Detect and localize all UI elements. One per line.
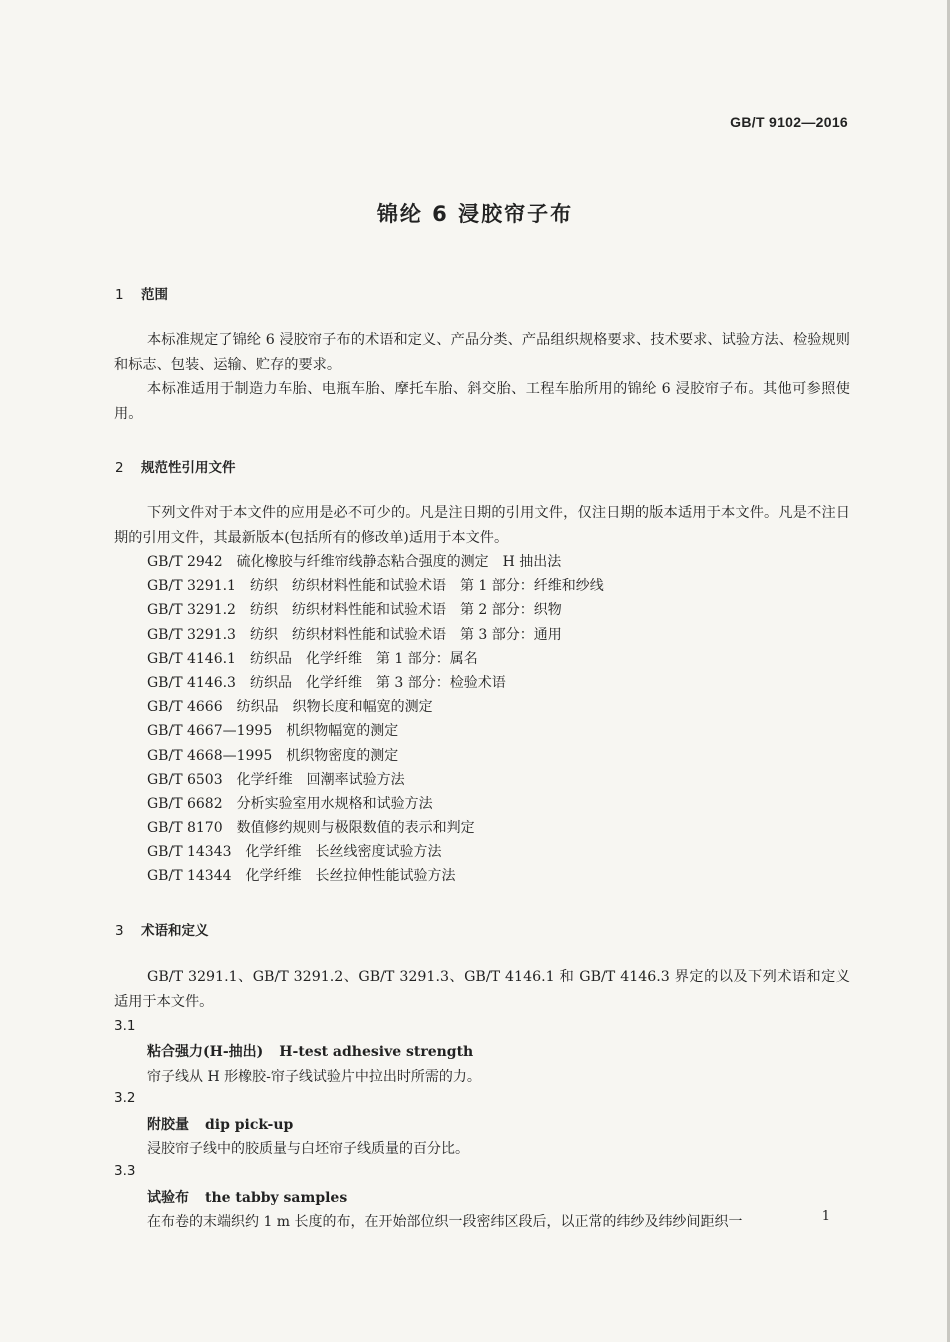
reference-code: GB/T 14344 (147, 868, 232, 885)
term-definition: 帘子线从 H 形橡胶-帘子线试验片中拉出时所需的力。 (147, 1069, 481, 1085)
reference-item (147, 671, 604, 695)
section-2-heading (115, 456, 236, 476)
reference-title: 纺织 纺织材料性能和试验术语 第 3 部分：通用 (249, 626, 562, 643)
reference-code: GB/T 14343 (147, 844, 232, 861)
section-1-paragraph-1: 本标准规定了锦纶 6 浸胶帘子布的术语和定义、产品分类、产品组织规格要求、技术要求、试验方法、检验规则和标志、包装、运输、贮存的要求。 (114, 332, 850, 373)
reference-title: 机织物密度的测定 (286, 747, 399, 764)
reference-item (147, 550, 604, 574)
term-definition: 浸胶帘子线中的胶质量与白坯帘子线质量的百分比。 (147, 1141, 469, 1157)
section-3-heading (115, 919, 209, 939)
reference-code: GB/T 4666 (147, 699, 223, 716)
document-title: 锦纶 6 浸胶帘子布 (376, 202, 574, 226)
term-heading (147, 1041, 473, 1061)
term-zh: 附胶量 (147, 1117, 189, 1133)
section-2-intro: 下列文件对于本文件的应用是必不可少的。凡是注日期的引用文件，仅注日期的版本适用于本文件。凡是不注日期的引用文件，其最新版本(包括所有的修改单)适用于本文件。 (114, 505, 850, 546)
term-definition: 在布卷的末端织约 1 m 长度的布，在开始部位织一段密纬区段后，以正常的纬纱及纬纱间距织一 (147, 1214, 743, 1230)
reference-code: GB/T 4146.1 (147, 650, 236, 667)
section-1-heading (115, 283, 168, 303)
normative-references-list (147, 550, 604, 889)
term-heading (147, 1114, 293, 1134)
term-number: 3.2 (114, 1090, 136, 1106)
term-number: 3.1 (114, 1018, 136, 1034)
reference-item (147, 840, 604, 864)
reference-code: GB/T 8170 (147, 820, 223, 837)
reference-code: GB/T 3291.1 (147, 578, 236, 595)
reference-code: GB/T 6682 (147, 795, 223, 812)
reference-code: GB/T 3291.2 (147, 602, 236, 619)
section-1-paragraph-2: 本标准适用于制造力车胎、电瓶车胎、摩托车胎、斜交胎、工程车胎所用的锦纶 6 浸胶帘子布。其他可参照使用。 (114, 381, 850, 422)
reference-code: GB/T 4667—1995 (147, 723, 273, 740)
term-en: dip pick-up (205, 1117, 294, 1133)
reference-title: 化学纤维 回潮率试验方法 (236, 771, 405, 788)
term-zh: 粘合强力(H-抽出) (147, 1044, 264, 1060)
standard-number: GB/T 9102—2016 (730, 114, 848, 130)
reference-item (147, 574, 604, 598)
reference-title: 数值修约规则与极限数值的表示和判定 (236, 820, 475, 837)
reference-title: 化学纤维 长丝拉伸性能试验方法 (245, 868, 456, 885)
reference-title: 机织物幅宽的测定 (286, 723, 399, 740)
reference-item (147, 623, 604, 647)
reference-title: 纺织 纺织材料性能和试验术语 第 1 部分：纤维和纱线 (249, 578, 604, 595)
section-title: 范围 (141, 287, 168, 303)
reference-title: 纺织 纺织材料性能和试验术语 第 2 部分：织物 (249, 602, 562, 619)
reference-item (147, 744, 604, 768)
reference-title: 纺织品 化学纤维 第 1 部分：属名 (249, 650, 478, 667)
reference-item (147, 647, 604, 671)
term-number: 3.3 (114, 1163, 136, 1179)
reference-code: GB/T 6503 (147, 771, 223, 788)
reference-item (147, 695, 604, 719)
section-title: 规范性引用文件 (141, 460, 236, 476)
term-en: H-test adhesive strength (279, 1044, 474, 1060)
reference-title: 化学纤维 长丝线密度试验方法 (245, 844, 442, 861)
term-en: the tabby samples (205, 1190, 348, 1206)
section-number: 3 (115, 923, 124, 939)
term-heading (147, 1187, 347, 1207)
section-title: 术语和定义 (141, 923, 209, 939)
reference-code: GB/T 4146.3 (147, 674, 236, 691)
reference-item (147, 816, 604, 840)
section-number: 1 (115, 287, 124, 303)
reference-item (147, 719, 604, 743)
reference-title: 纺织品 织物长度和幅宽的测定 (236, 699, 433, 716)
reference-item (147, 864, 604, 888)
reference-item (147, 792, 604, 816)
reference-code: GB/T 4668—1995 (147, 747, 273, 764)
term-zh: 试验布 (147, 1190, 189, 1206)
section-3-intro: GB/T 3291.1、GB/T 3291.2、GB/T 3291.3、GB/T 4146.1 和 GB/T 4146.3 界定的以及下列术语和定义适用于本文件。 (114, 969, 850, 1010)
reference-item (147, 598, 604, 622)
page-number: 1 (821, 1209, 830, 1224)
reference-code: GB/T 3291.3 (147, 626, 236, 643)
section-number: 2 (115, 460, 124, 476)
reference-title: 纺织品 化学纤维 第 3 部分：检验术语 (249, 674, 506, 691)
reference-code: GB/T 2942 (147, 554, 223, 570)
reference-title: 分析实验室用水规格和试验方法 (236, 795, 433, 812)
reference-item (147, 768, 604, 792)
reference-title: 硫化橡胶与纤维帘线静态粘合强度的测定 H 抽出法 (236, 554, 562, 570)
